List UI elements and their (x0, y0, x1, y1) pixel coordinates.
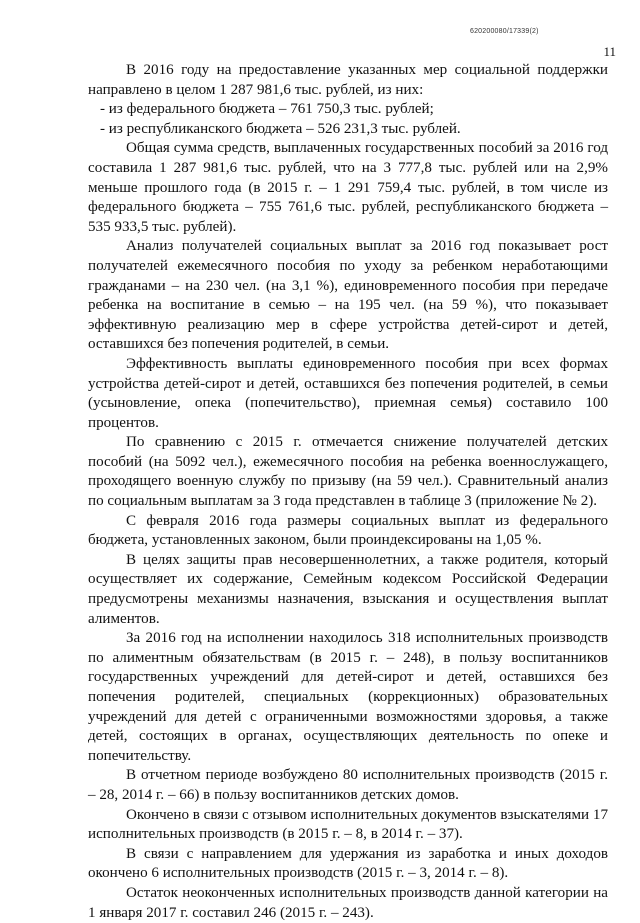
paragraph: В целях защиты прав несовершеннолетних, а также родителя, который осуществляет их содержание, Семейным кодексом Российской Федерации предусмотрены механизмы назначения, взыскания и осуществления выплат алиментов. (88, 551, 608, 627)
paragraph: За 2016 год на исполнении находилось 318 исполнительных производств по алиментным обязательствам (в 2015 г. – 248), в пользу воспитанников государственных учреждений для детей-сирот и детей, оставшихся без попечения родителей, специальных (коррекционных) образовательных учреждений для детей с ограниченными возможностями здоровья, а также детей, состоящих в органах, осуществляющих деятельность по опеке и попечительству. (88, 630, 608, 764)
list-item: - из республиканского бюджета – 526 231,3 тыс. рублей. (100, 120, 461, 137)
paragraph: Окончено в связи с отзывом исполнительных документов взыскателями 17 исполнительных производств (в 2015 г. – 8, в 2014 г. – 37). (88, 806, 608, 843)
paragraph: В отчетном периоде возбуждено 80 исполнительных производств (2015 г. – 28, 2014 г. – 66) в пользу воспитанников детских домов. (88, 767, 608, 803)
list-item: - из федерального бюджета – 761 750,3 тыс. рублей; (100, 101, 434, 118)
paragraph: Эффективность выплаты единовременного пособия при всех формах устройства детей-сирот и детей, оставшихся без попечения родителей, в семьи (усыновление, опека (попечительство), приемная семья) составило 100 процентов. (88, 355, 608, 431)
paragraph: По сравнению с 2015 г. отмечается снижение получателей детских пособий (на 5092 чел.), ежемесячного пособия на ребенка военнослужащего, проходящего военную службу по призыву (на 59 чел.). Сравнительный анализ по социальным выплатам за 3 года представлен в таблице 3 (приложение № 2). (88, 434, 608, 510)
paragraph: В связи с направлением для удержания из заработка и иных доходов окончено 6 исполнительных производств (2015 г. – 3, 2014 г. – 8). (88, 845, 608, 882)
paragraph: Общая сумма средств, выплаченных государственных пособий за 2016 год составила 1 287 981,6 тыс. рублей, что на 3 777,8 тыс. рублей или на 2,9% меньше прошлого года (в 2015 г. – 1 291 759,4 тыс. рублей, в том числе из федерального бюджета – 755 761,6 тыс. рублей, республиканского бюджета – 535 933,5 тыс. рублей). (88, 140, 608, 235)
body-text (88, 61, 608, 923)
document-id: 620200080/17339(2) (470, 28, 539, 35)
page-number: 11 (603, 44, 616, 59)
paragraph: С февраля 2016 года размеры социальных выплат из федерального бюджета, установленных законом, были проиндексированы на 1,05 %. (88, 512, 608, 549)
paragraph: В 2016 году на предоставление указанных мер социальной поддержки направлено в целом 1 287 981,6 тыс. рублей, из них: (88, 62, 608, 98)
paragraph: Остаток неоконченных исполнительных производств данной категории на 1 января 2017 г. составил 246 (2015 г. – 243). (88, 884, 608, 921)
paragraph: Анализ получателей социальных выплат за 2016 год показывает рост получателей ежемесячного пособия по уходу за ребенком неработающими гражданами – на 230 чел. (на 3,1 %), единовременного пособия при передаче ребенка на воспитание в семью – на 195 чел. (на 59 %), что показывает эффективную реализацию мер в сфере устройства детей-сирот и детей, оставшихся без попечения родителей, в семьи. (88, 238, 608, 353)
